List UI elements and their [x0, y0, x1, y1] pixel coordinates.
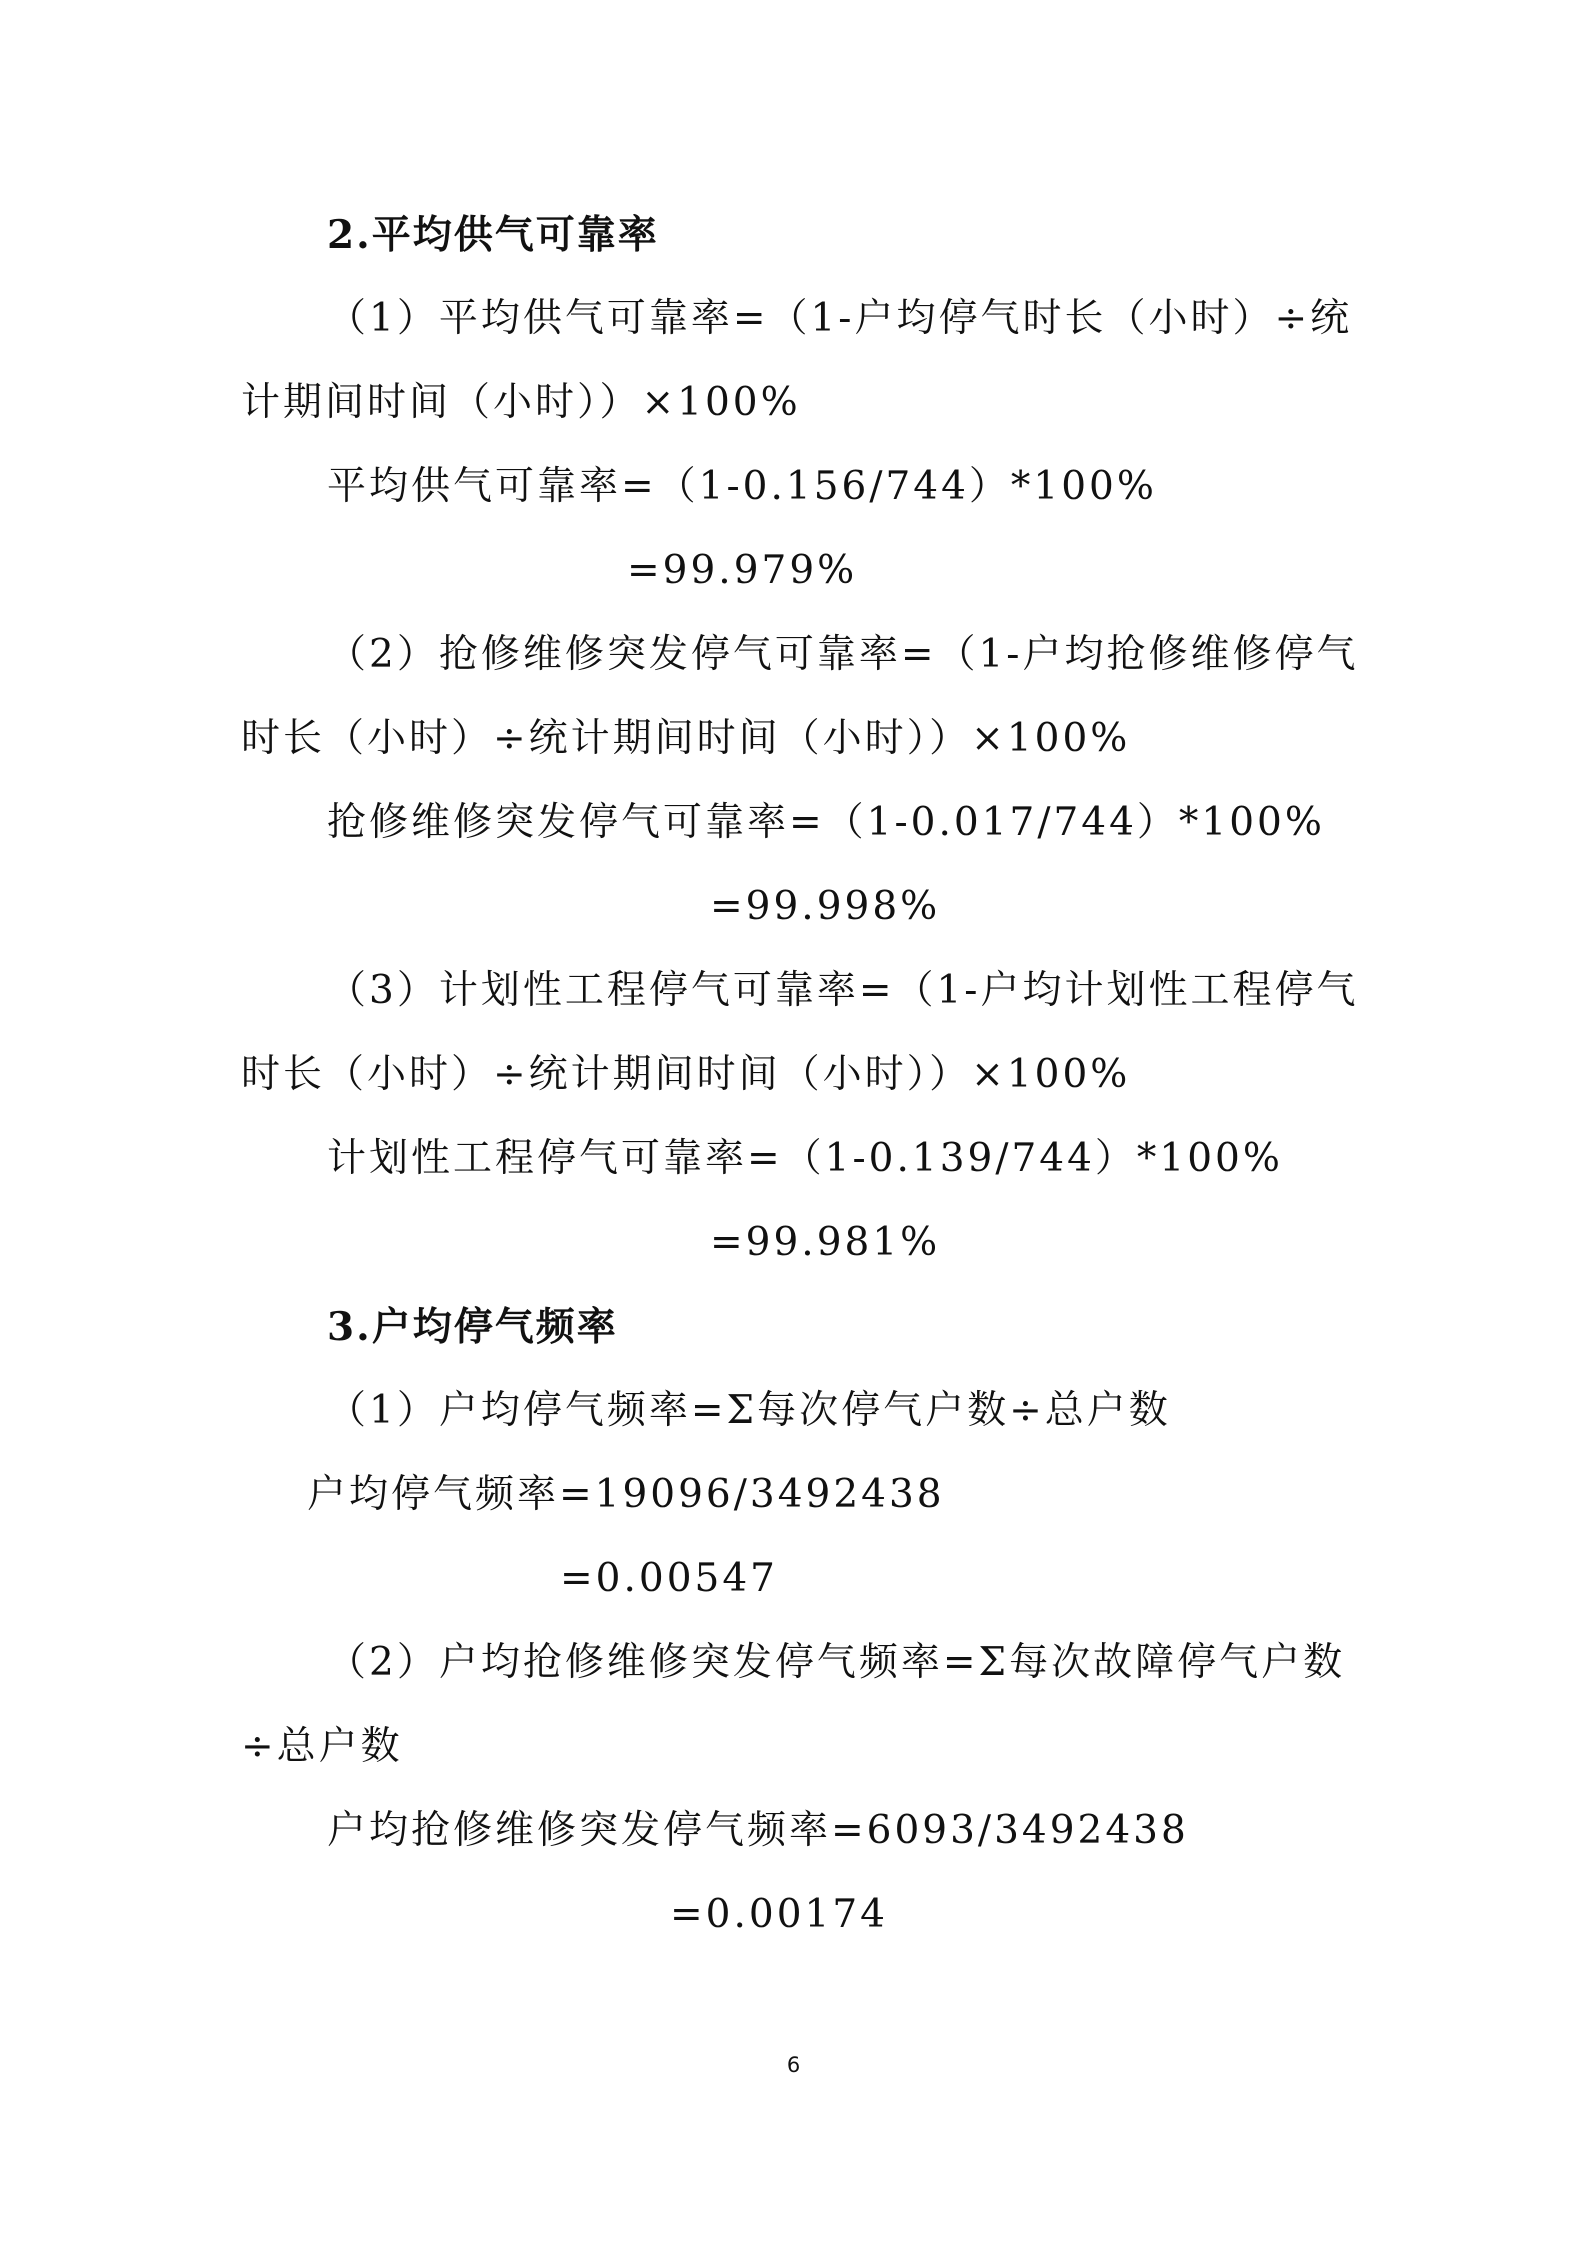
section-2-heading: 2.平均供气可靠率: [327, 212, 659, 258]
s3-item2-result: =0.00174: [670, 1892, 888, 1937]
s2-item3-definition-line1: （3）计划性工程停气可靠率=（1-户均计划性工程停气: [327, 968, 1359, 1013]
s3-item1-definition: （1）户均停气频率=Σ每次停气户数÷总户数: [327, 1388, 1171, 1433]
s2-item3-result: =99.981%: [710, 1220, 941, 1265]
s3-item2-definition-line1: （2）户均抢修维修突发停气频率=Σ每次故障停气户数: [327, 1640, 1346, 1685]
s3-item2-definition-line2: ÷总户数: [241, 1724, 403, 1769]
s3-item1-result: =0.00547: [560, 1556, 778, 1601]
s2-item1-result: =99.979%: [627, 548, 858, 593]
s2-item1-definition-line1: （1）平均供气可靠率=（1-户均停气时长（小时）÷统: [327, 296, 1353, 341]
s2-item3-definition-line2: 时长（小时）÷统计期间时间（小时））×100%: [241, 1052, 1131, 1097]
s2-item2-definition-line1: （2）抢修维修突发停气可靠率=（1-户均抢修维修停气: [327, 632, 1359, 677]
s2-item1-definition-line2: 计期间时间（小时））×100%: [241, 380, 801, 425]
s3-item1-calculation: 户均停气频率=19096/3492438: [307, 1472, 945, 1517]
s2-item2-result: =99.998%: [710, 884, 941, 929]
s2-item1-calculation: 平均供气可靠率=（1-0.156/744）*100%: [327, 464, 1157, 509]
s3-item2-calculation: 户均抢修维修突发停气频率=6093/3492438: [327, 1808, 1189, 1853]
page-number: 6: [786, 2053, 801, 2077]
s2-item2-calculation: 抢修维修突发停气可靠率=（1-0.017/744）*100%: [327, 800, 1325, 845]
s2-item2-definition-line2: 时长（小时）÷统计期间时间（小时））×100%: [241, 716, 1131, 761]
section-3-heading: 3.户均停气频率: [327, 1304, 618, 1350]
s2-item3-calculation: 计划性工程停气可靠率=（1-0.139/744）*100%: [327, 1136, 1283, 1181]
